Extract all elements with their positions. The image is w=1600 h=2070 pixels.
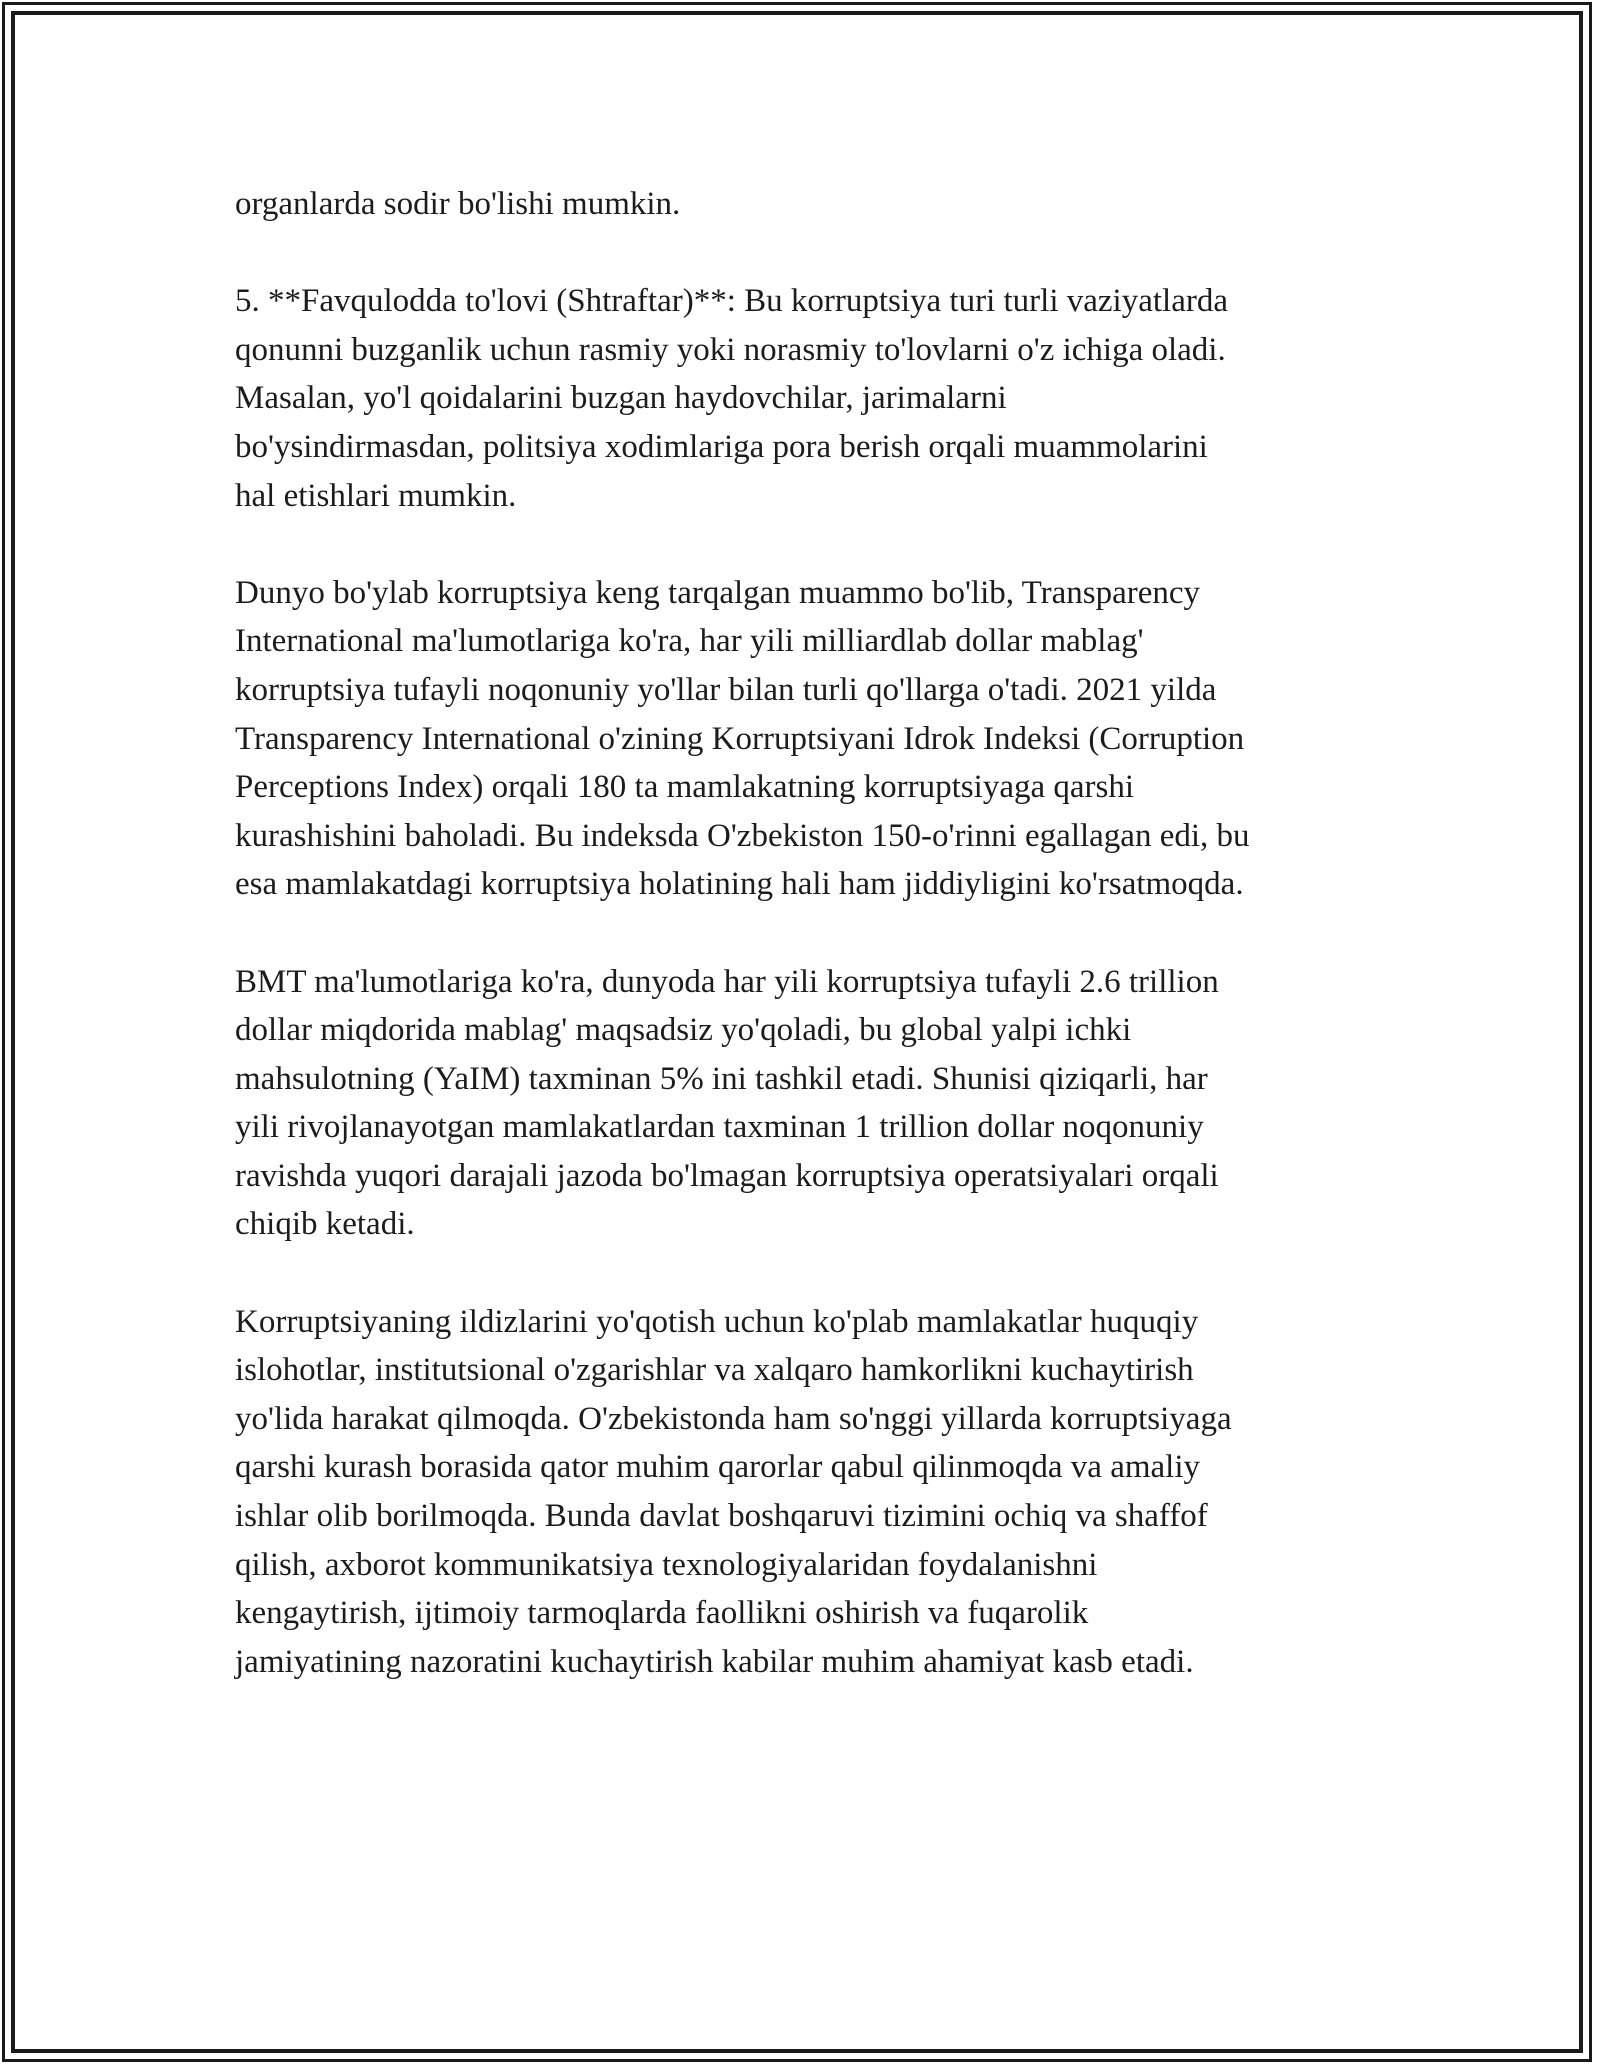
- paragraph-4: [235, 958, 1375, 1250]
- text-line: qarshi kurash borasida qator muhim qarorlar qabul qilinmoqda va amaliy: [235, 1449, 1200, 1486]
- text-line: mahsulotning (YaIM) taxminan 5% ini tashkil etadi. Shunisi qiziqarli, har: [235, 1060, 1208, 1097]
- text-line: bo'ysindirmasdan, politsiya xodimlariga pora berish orqali muammolarini: [235, 428, 1208, 465]
- text-line: 5. **Favqulodda to'lovi (Shtraftar)**: Bu korruptsiya turi turli vaziyatlarda: [235, 283, 1228, 320]
- text-line: kurashishini baholadi. Bu indeksda O'zbekiston 150-o'rinni egallagan edi, bu: [235, 817, 1250, 854]
- text-line: ravishda yuqori darajali jazoda bo'lmagan korruptsiya operatsiyalari orqali: [235, 1157, 1219, 1194]
- text-line: yo'lida harakat qilmoqda. O'zbekistonda ham so'nggi yillarda korruptsiyaga: [235, 1400, 1232, 1437]
- text-line: organlarda sodir bo'lishi mumkin.: [235, 186, 681, 222]
- text-line: BMT ma'lumotlariga ko'ra, dunyoda har yili korruptsiya tufayli 2.6 trillion: [235, 963, 1219, 1000]
- text-line: islohotlar, institutsional o'zgarishlar va xalqaro hamkorlikni kuchaytirish: [235, 1352, 1194, 1389]
- paragraph-3: [235, 569, 1375, 909]
- text-line: chiqib ketadi.: [235, 1206, 415, 1243]
- paragraph-1: [235, 180, 1375, 229]
- document-body: [235, 180, 1375, 1686]
- text-line: yili rivojlanayotgan mamlakatlardan taxminan 1 trillion dollar noqonuniy: [235, 1109, 1204, 1146]
- text-line: International ma'lumotlariga ko'ra, har yili milliardlab dollar mablag': [235, 623, 1144, 660]
- text-line: jamiyatining nazoratini kuchaytirish kabilar muhim ahamiyat kasb etadi.: [235, 1643, 1194, 1680]
- text-line: Dunyo bo'ylab korruptsiya keng tarqalgan muammo bo'lib, Transparency: [235, 574, 1201, 611]
- text-line: qilish, axborot kommunikatsiya texnologiyalaridan foydalanishni: [235, 1546, 1098, 1583]
- text-line: ishlar olib borilmoqda. Bunda davlat boshqaruvi tizimini ochiq va shaffof: [235, 1498, 1208, 1535]
- text-line: kengaytirish, ijtimoiy tarmoqlarda faollikni oshirish va fuqarolik: [235, 1595, 1089, 1632]
- text-line: Transparency International o'zining Korruptsiyani Idrok Indeksi (Corruption: [235, 720, 1245, 757]
- paragraph-5: [235, 1298, 1375, 1687]
- text-line: korruptsiya tufayli noqonuniy yo'llar bilan turli qo'llarga o'tadi. 2021 yilda: [235, 671, 1217, 708]
- text-line: Korruptsiyaning ildizlarini yo'qotish uchun ko'plab mamlakatlar huquqiy: [235, 1303, 1199, 1340]
- text-line: hal etishlari mumkin.: [235, 477, 517, 514]
- text-line: dollar miqdorida mablag' maqsadsiz yo'qoladi, bu global yalpi ichki: [235, 1012, 1132, 1049]
- text-line: qonunni buzganlik uchun rasmiy yoki norasmiy to'lovlarni o'z ichiga oladi.: [235, 331, 1226, 368]
- text-line: Masalan, yo'l qoidalarini buzgan haydovchilar, jarimalarni: [235, 380, 1007, 417]
- text-line: Perceptions Index) orqali 180 ta mamlakatning korruptsiyaga qarshi: [235, 769, 1135, 806]
- paragraph-2: [235, 277, 1375, 520]
- text-line: esa mamlakatdagi korruptsiya holatining hali ham jiddiyligini ko'rsatmoqda.: [235, 866, 1244, 903]
